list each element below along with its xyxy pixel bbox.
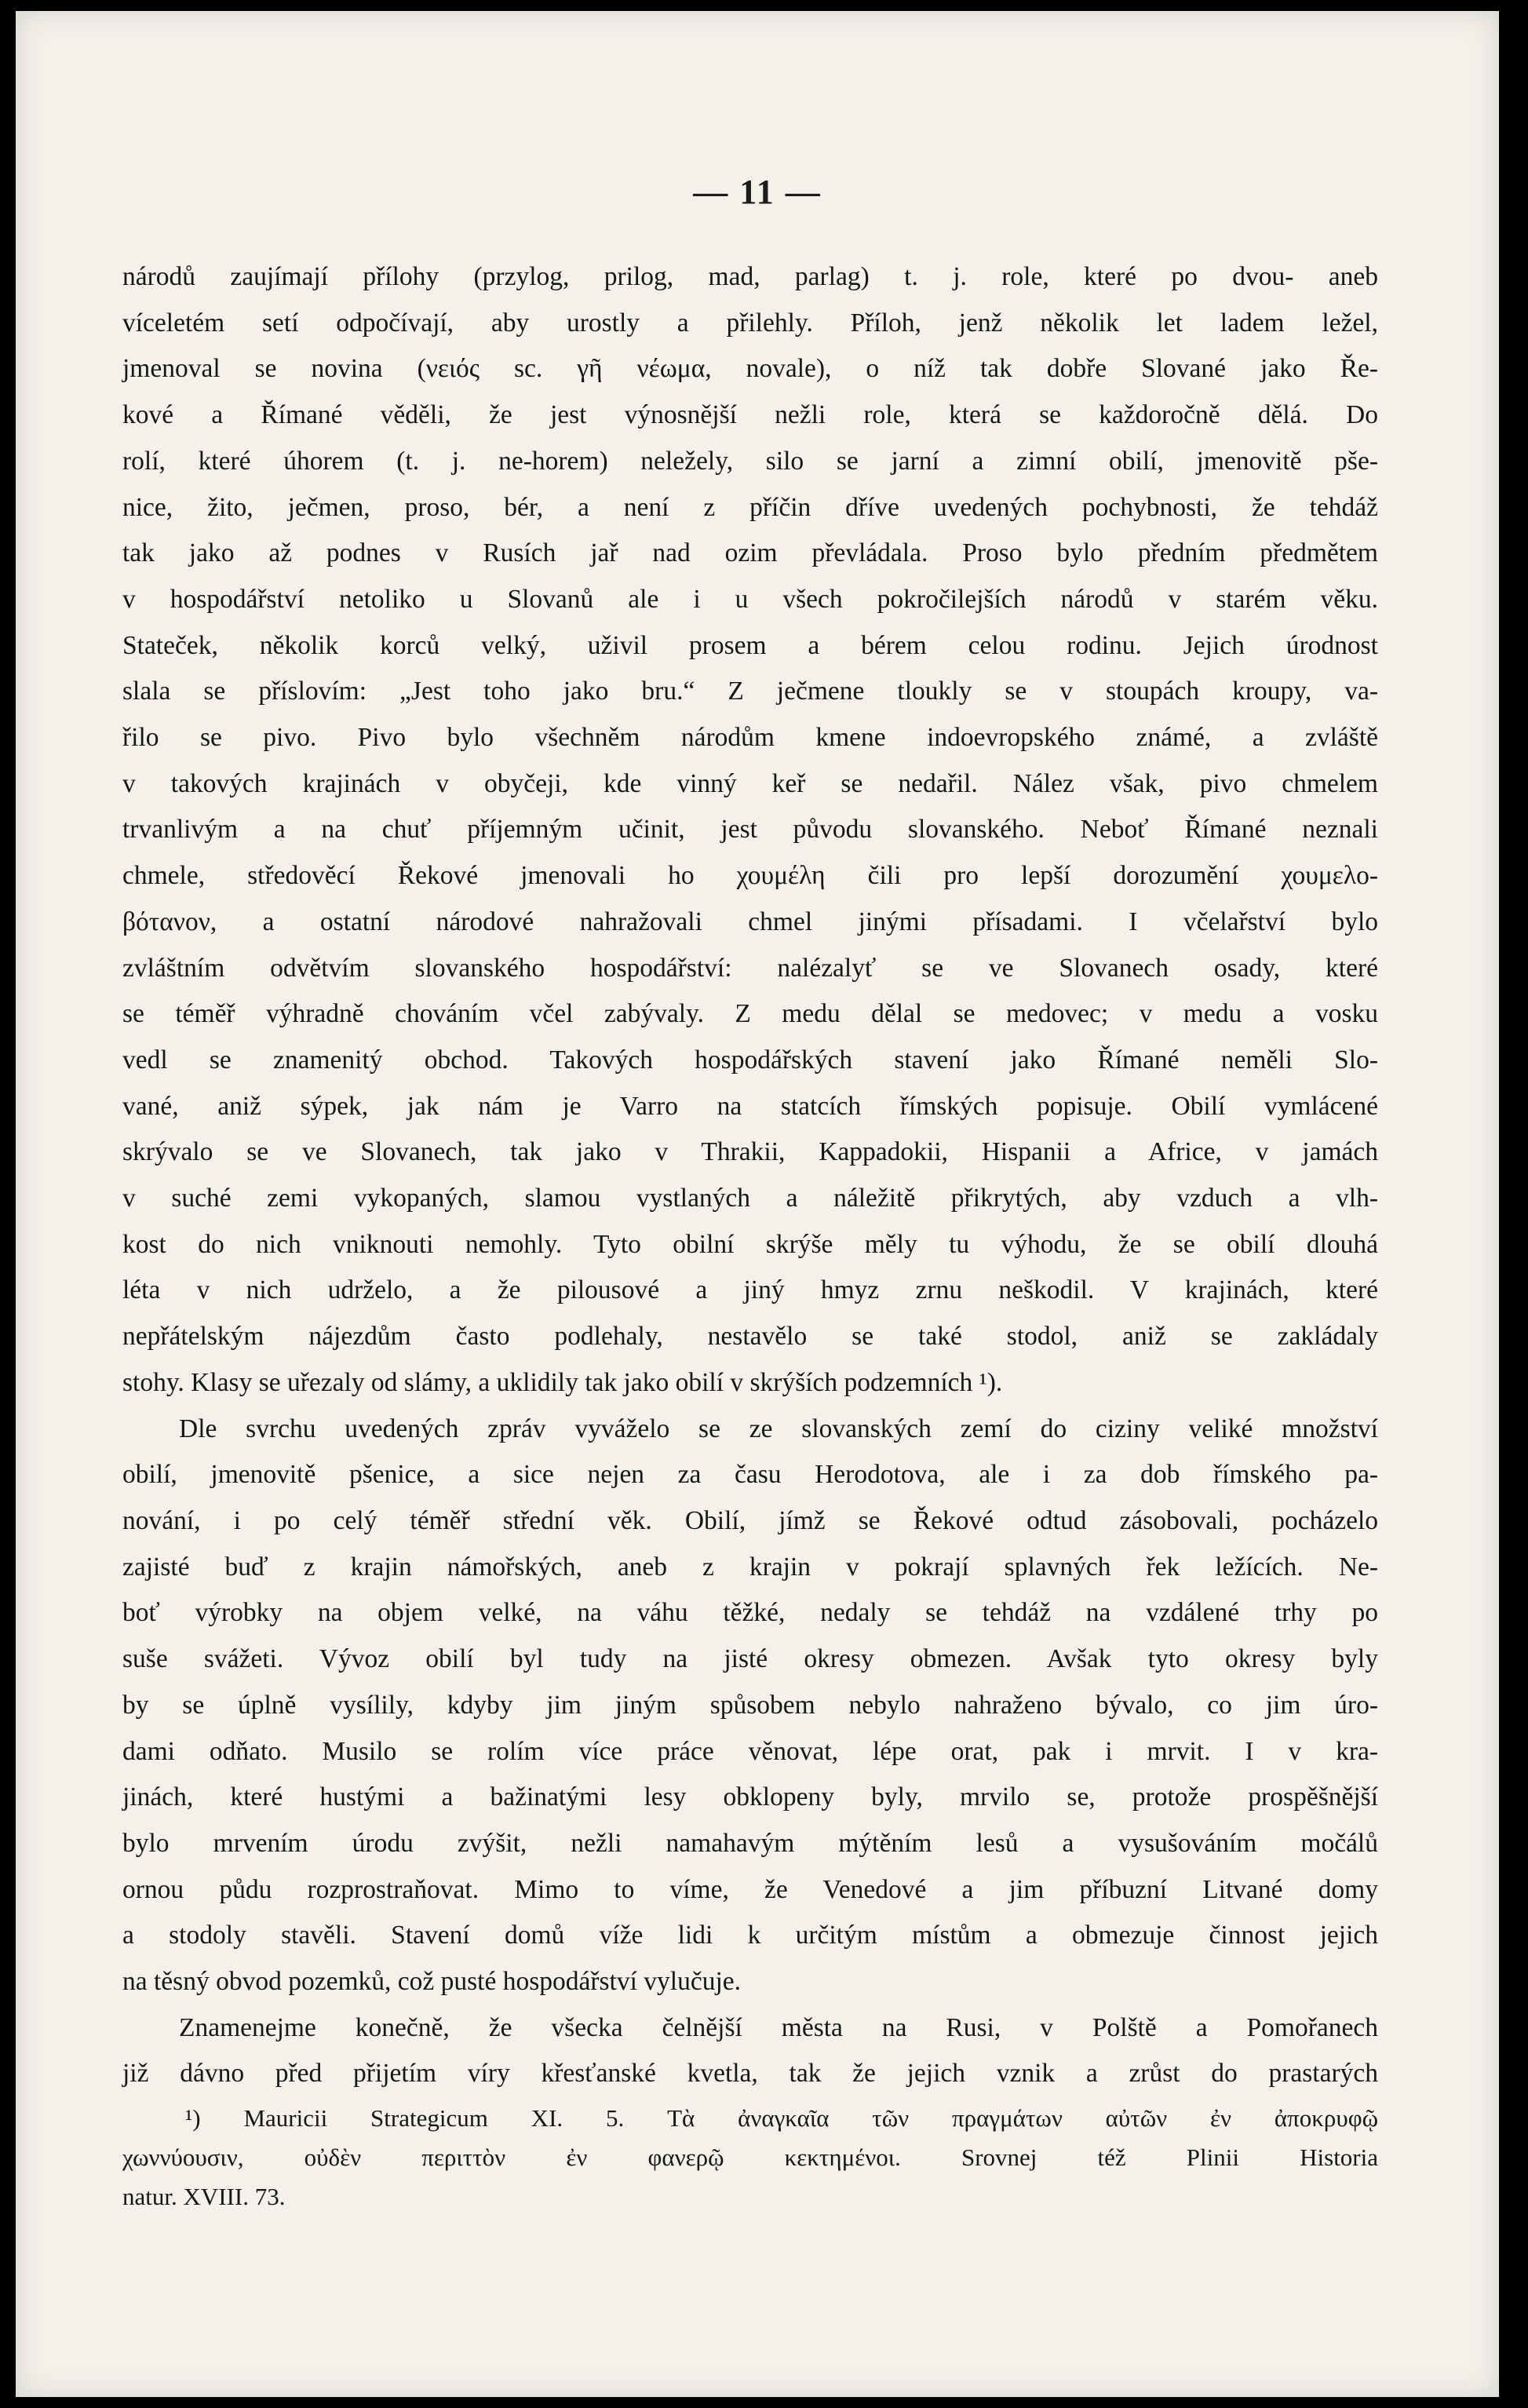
text-line: bylo mrvením úrodu zvýšit, nežli namahavým mýtěním lesů a vysušováním močálů <box>122 1828 1378 1858</box>
text-line: jmenoval se novina (νειός sc. γῆ νέωμα, novale), o níž tak dobře Slované jako Ře- <box>122 354 1378 384</box>
text-line: jinách, které hustými a bažinatými lesy obklopeny byly, mrvilo se, protože prospěšnější <box>122 1782 1378 1812</box>
text-line: ornou půdu rozprostraňovat. Mimo to víme, že Venedové a jim příbuzní Litvané domy <box>122 1874 1378 1904</box>
text-line: léta v nich udrželo, a že pilousové a jiný hmyz zrnu neškodil. V krajinách, které <box>122 1275 1378 1305</box>
text-line: suše svážeti. Vývoz obilí byl tudy na jisté okresy obmezen. Avšak tyto okresy byly <box>122 1644 1378 1674</box>
text-line: v takových krajinách v obyčeji, kde vinný keř se nedařil. Nález však, pivo chmelem <box>122 768 1378 798</box>
text-line: rolí, které úhorem (t. j. ne-horem) neležely, silo se jarní a zimní obilí, jmenovitě pše- <box>122 446 1378 476</box>
text-line: nepřátelským nájezdům často podlehaly, nestavělo se také stodol, aniž se zakládaly <box>122 1322 1378 1352</box>
footnotes <box>122 2099 1378 2216</box>
text-line: Dle svrchu uvedených zpráv vyváželo se ze slovanských zemí do ciziny veliké množství <box>179 1414 1378 1443</box>
text-line: zajisté buď z krajin námořských, aneb z krajin v pokrají splavných řek ležících. Ne- <box>122 1552 1378 1582</box>
text-line: v suché zemi vykopaných, slamou vystlaných a náležitě přikrytých, aby vzduch a vlh- <box>122 1184 1378 1213</box>
text-line: tak jako až podnes v Rusích jař nad ozim převládala. Proso bylo předním předmětem <box>122 538 1378 568</box>
text-line: nování, i po celý téměř střední věk. Obilí, jímž se Řekové odtud zásobovali, pocházelo <box>122 1505 1378 1535</box>
text-line: obilí, jmenovitě pšenice, a sice nejen za času Herodotova, ale i za dob římského pa- <box>122 1460 1378 1490</box>
text-line: se téměř výhradně chováním včel zabývaly. Z medu dělal se medovec; v medu a vosku <box>122 999 1378 1029</box>
text-line: zvláštním odvětvím slovanského hospodářství: nalézalyť se ve Slovanech osady, které <box>122 953 1378 983</box>
text-line: na těsný obvod pozemků, což pusté hospodářství vylučuje. <box>122 1967 742 1997</box>
text-line: dami odňato. Musilo se rolím více práce věnovat, lépe orat, pak i mrvit. I v kra- <box>122 1736 1378 1766</box>
text-line: kové a Římané věděli, že jest výnosnější nežli role, která se každoročně dělá. Do <box>122 400 1378 430</box>
text-line: v hospodářství netoliko u Slovanů ale i u všech pokročilejších národů v starém věku. <box>122 584 1378 614</box>
text-line: vedl se znamenitý obchod. Takových hospodářských stavení jako Římané neměli Slo- <box>122 1045 1378 1074</box>
footnote-line: ¹) Mauricii Strategicum XI. 5. Τὰ ἀναγκαῖα τῶν πραγμάτων αὐτῶν ἐν ἀποκρυφῷ <box>185 2104 1378 2132</box>
page-number: — 11 — <box>693 173 822 211</box>
text-line: Stateček, několik korců velký, uživil prosem a bérem celou rodinu. Jejich úrodnost <box>122 630 1378 660</box>
book-page <box>16 11 1499 2397</box>
text-line: skrývalo se ve Slovanech, tak jako v Thrakii, Kappadokii, Hispanii a Africe, v jamách <box>122 1137 1378 1167</box>
text-line: národů zaujímají přílohy (przylog, prilog, mad, parlag) t. j. role, které po dvou- aneb <box>122 262 1378 291</box>
footnote-line: natur. XVIII. 73. <box>122 2183 286 2210</box>
text-line: a stodoly stavěli. Stavení domů víže lidi k určitým místům a obmezuje činnost jejich <box>122 1921 1378 1950</box>
text-line: řilo se pivo. Pivo bylo všechněm národům kmene indoevropského známé, a zvláště <box>122 723 1378 753</box>
text-line: víceletém setí odpočívají, aby urostly a přilehly. Příloh, jenž několik let ladem ležel, <box>122 308 1378 337</box>
text-line: již dávno před přijetím víry křesťanské kvetla, tak že jejich vznik a zrůst do prastarých <box>122 2059 1378 2089</box>
text-line: boť výrobky na objem velké, na váhu těžké, nedaly se tehdáž na vzdálené trhy po <box>122 1598 1378 1628</box>
text-line: by se úplně vysílily, kdyby jim jiným spůsobem nebylo nahraženo bývalo, co jim úro- <box>122 1690 1378 1720</box>
text-line: trvanlivým a na chuť příjemným učinit, jest původu slovanského. Neboť Římané neznali <box>122 815 1378 845</box>
text-line: βότανον, a ostatní národové nahražovali chmel jinými přísadami. I včelařství bylo <box>122 907 1378 936</box>
text-line: kost do nich vniknouti nemohly. Tyto obilní skrýše měly tu výhodu, že se obilí dlouhá <box>122 1229 1378 1259</box>
text-line: stohy. Klasy se uřezaly od slámy, a uklidily tak jako obilí v skrýších podzemních ¹). <box>122 1367 1003 1397</box>
text-line: chmele, středověcí Řekové jmenovali ho χουμέλη čili pro lepší dorozumění χουμελο- <box>122 861 1378 891</box>
text-line: slala se příslovím: „Jest toho jako bru.“ Z ječmene tloukly se v stoupách kroupy, va- <box>122 677 1378 706</box>
footnote-line: χωννύουσιν, οὐδὲν περιττὸν ἐν φανερῷ κεκτημένοι. Srovnej též Plinii Historia <box>122 2143 1378 2171</box>
main-text <box>122 254 1378 2097</box>
text-line: Znamenejme konečně, že všecka čelnější města na Rusi, v Polště a Pomořanech <box>179 2012 1378 2042</box>
text-line: nice, žito, ječmen, proso, bér, a není z příčin dříve uvedených pochybnosti, že tehdáž <box>122 492 1378 522</box>
text-line: vané, aniž sýpek, jak nám je Varro na statcích římských popisuje. Obilí vymlácené <box>122 1091 1378 1121</box>
